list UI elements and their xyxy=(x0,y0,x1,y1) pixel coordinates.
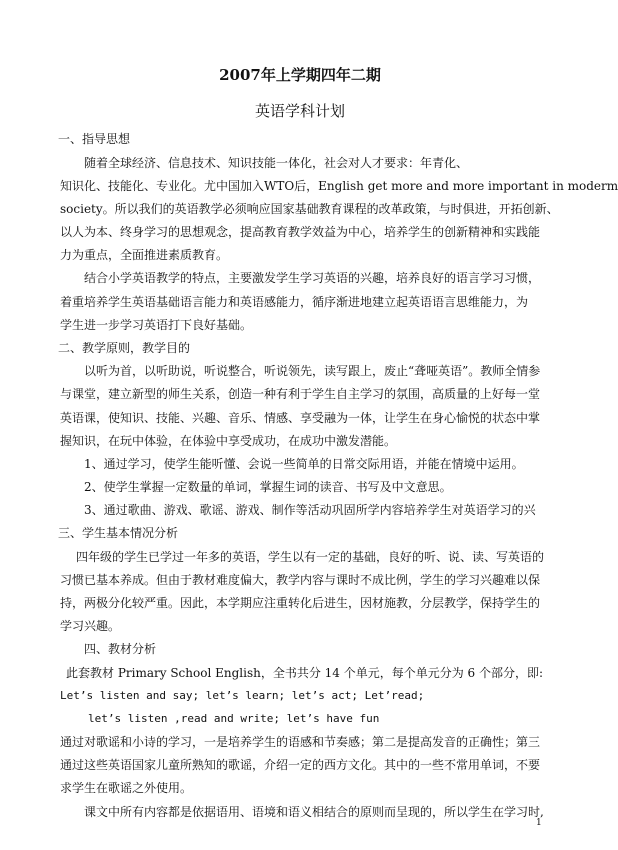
paragraph-line: 知识化、技能化、专业化。尤中国加入WTO后，English get more and more important in moderm xyxy=(60,179,618,193)
paragraph-line: Let’s listen and say; let’s learn; let’s act; Let’read; xyxy=(60,689,425,702)
paragraph-line: 与课堂，建立新型的师生关系，创造一种有利于学生自主学习的氛围，高质量的上好每一堂 xyxy=(60,387,541,401)
paragraph-line: 课文中所有内容都是依据语用、语境和语义相结合的原则而呈现的，所以学生在学习时, xyxy=(84,805,544,819)
paragraph-line: 四年级的学生已学过一年多的英语，学生以有一定的基础，良好的听、说、读、写英语的 xyxy=(76,550,545,564)
paragraph-line: 随着全球经济、信息技术、知识技能一体化，社会对人才要求：年青化、 xyxy=(84,156,469,170)
paragraph-line: 此套教材 Primary School English，全书共分 14 个单元，每个单元分为 6 个部分，即: xyxy=(66,666,544,680)
paragraph-line: 习惯已基本养成。但由于教材难度偏大，教学内容与课时不成比例，学生的学习兴趣难以保 xyxy=(60,573,541,587)
paragraph-line: 学习兴趣。 xyxy=(60,619,121,633)
paragraph-line: 学生进一步学习英语打下良好基础。 xyxy=(60,318,253,332)
list-item: 2、使学生掌握一定数量的单词，掌握生词的读音、书写及中文意思。 xyxy=(84,480,452,494)
paragraph-line: 持，两极分化较严重。因此，本学期应注重转化后进生，因材施教，分层教学，保持学生的 xyxy=(60,596,541,610)
paragraph-line: 着重培养学生英语基础语言能力和英语感能力，循序渐进地建立起英语语言思维能力，为 xyxy=(60,295,529,309)
list-item: 3、通过歌曲、游戏、歌谣、游戏、制作等活动巩固所学内容培养学生对英语学习的兴 xyxy=(84,503,536,517)
paragraph-line: 力为重点，全面推进素质教育。 xyxy=(60,248,229,262)
list-item: 1、通过学习，使学生能听懂、会说一些简单的日常交际用语，并能在情境中运用。 xyxy=(84,457,524,471)
paragraph-line: let’s listen ,read and write; let’s have fun xyxy=(88,712,380,725)
page-number: 1 xyxy=(536,818,542,828)
paragraph-line: 通过这些英语国家儿童所熟知的歌谣，介绍一定的西方文化。其中的一些不常用单词，不要 xyxy=(60,758,541,772)
paragraph-line: society。所以我们的英语教学必须响应国家基础教育课程的改革政策，与时俱进，开拓创新、 xyxy=(60,202,559,216)
paragraph-line: 以听为首，以听助说，听说整合，听说领先，读写跟上，废止“聋哑英语”。教师全情参 xyxy=(84,364,541,378)
paragraph-line: 通过对歌谣和小诗的学习，一是培养学生的语感和节奏感；第二是提高发音的正确性；第三 xyxy=(60,735,541,749)
section-heading-textbook: 四、教材分析 xyxy=(84,642,157,656)
section-heading-principles: 二、教学原则，教学目的 xyxy=(58,341,191,355)
paragraph-line: 英语课，使知识、技能、兴趣、音乐、情感、享受融为一体，让学生在身心愉悦的状态中掌 xyxy=(60,411,541,425)
paragraph-line: 以人为本、终身学习的思想观念，提高教育教学效益为中心，培养学生的创新精神和实践能 xyxy=(60,225,541,239)
section-heading-guiding-thought: 一、指导思想 xyxy=(58,132,131,146)
document-subtitle: 英语学科计划 xyxy=(254,102,345,120)
paragraph-line: 求学生在歌谣之外使用。 xyxy=(60,781,193,795)
paragraph-line: 结合小学英语教学的特点，主要激发学生学习英语的兴趣，培养良好的语言学习习惯， xyxy=(84,271,541,285)
paragraph-line: 握知识，在玩中体验，在体验中享受成功，在成功中激发潜能。 xyxy=(60,434,397,448)
section-heading-students: 三、学生基本情况分析 xyxy=(58,526,179,540)
document-title: 2007年上学期四年二期 xyxy=(219,66,381,84)
